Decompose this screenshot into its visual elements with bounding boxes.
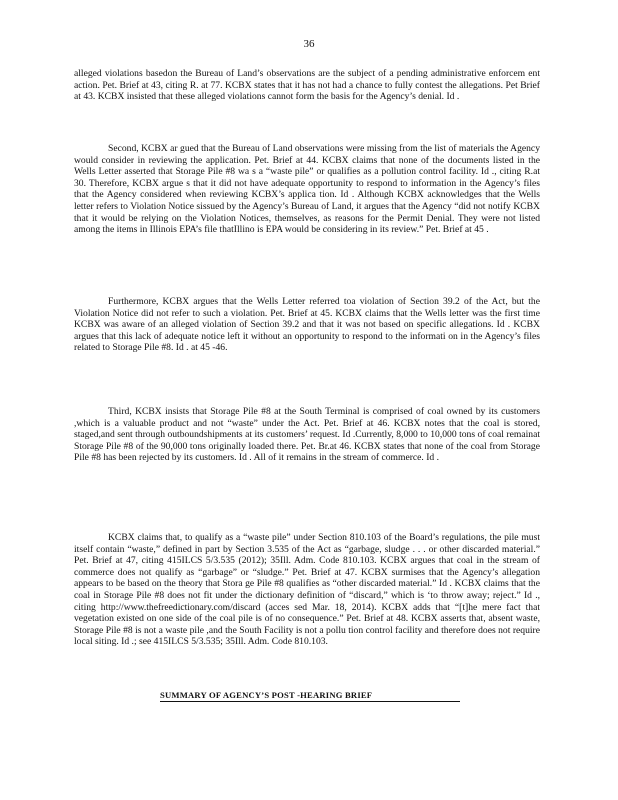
paragraph-4: [74, 406, 540, 464]
paragraph-text: KCBX claims that, to qualify as a “waste pile” under Section 810.103 of the Board’s regulations, the pile must itself contain “waste,” defined in part by Section 3.535 of the Act as “garbage, sludge . . . or other discarded material.” Pet. Brief at 47, citing 415ILCS 5/3.535 (2012); 35Ill. Adm. Code 810.103. KCBX argues that coal in the stream of commerce does not qualify as “garbage” or “sludge.” Pet. Brief at 47. KCBX surmises that the Agency’s allegation appears to be based on the theory that Stora ge Pile #8 qualifies as “other discarded material.” Id . KCBX claims that the coal in Storage Pile #8 does not fit under the dictionary definition of “discard,” which is ‘to throw away; reject.” Id ., citing http://www.thefreedictionary.com/discard (acces sed Mar. 18, 2014). KCBX adds that “[t]he mere fact that vegetation existed on one side of the coal pile is of no consequence.” Pet. Brief at 48. KCBX asserts that, absent waste, Storage Pile #8 is not a waste pile ,and the South Facility is not a pollu tion control facility and therefore does not require local siting. Id .; see 415ILCS 5/3.535; 35Ill. Adm. Code 810.103.: [74, 532, 540, 648]
paragraph-5: [74, 532, 540, 648]
paragraph-3: [74, 296, 540, 354]
paragraph-2: [74, 143, 540, 236]
section-heading-footer: SUMMARY OF AGENCY’S POST -HEARING BRIEF: [160, 690, 460, 702]
paragraph-1: [74, 68, 540, 103]
paragraph-text: Third, KCBX insists that Storage Pile #8 at the South Terminal is comprised of coal owned by its customers ,which is a valuable product and not “waste” under the Act. Pet. Brief at 46. KCBX notes that the coal is stored, staged,and sent through outboundshipments at its customers’ request. Id .Currently, 8,000 to 10,000 tons of coal remainat Storage Pile #8 of the 90,000 tons originally loaded there. Pet. Br.at 46. KCBX states that none of the coal from Storage Pile #8 has been rejected by its customers. Id . All of it remains in the stream of commerce. Id .: [74, 406, 540, 464]
paragraph-text: Second, KCBX ar gued that the Bureau of Land observations were missing from the list of materials the Agency would consider in reviewing the application. Pet. Brief at 44. KCBX claims that none of the documents listed in the Wells Letter asserted that Storage Pile #8 wa s a “waste pile” or qualifies as a pollution control facility. Id ., citing R.at 30. Therefore, KCBX argue s that it did not have adequate opportunity to respond to information in the Agency’s files that the Agency considered when reviewing KCBX’s applica tion. Id . Although KCBX acknowledges that the Wells letter refers to Violation Notice sissued by the Agency’s Bureau of Land, it argues that the Agency “did not notify KCBX that it would be relying on the Violation Notices, themselves, as reasons for the Permit Denial. They were not listed among the items in Illinois EPA’s file thatIllino is EPA would be considering in its review.” Pet. Brief at 45 .: [74, 143, 540, 236]
paragraph-text: Furthermore, KCBX argues that the Wells Letter referred toa violation of Section 39.2 of the Act, but the Violation Notice did not refer to such a violation. Pet. Brief at 45. KCBX claims that the Wells letter was the first time KCBX was aware of an alleged violation of Section 39.2 and that it was not based on specific allegations. Id . KCBX argues that this lack of adequate notice left it without an opportunity to respond to the informati on in the Agency’s files related to Storage Pile #8. Id . at 45 -46.: [74, 296, 540, 354]
paragraph-text: alleged violations basedon the Bureau of Land’s observations are the subject of a pending administrative enforcem ent action. Pet. Brief at 43, citing R. at 77. KCBX states that it has not had a chance to fully contest the allegations. Pet Brief at 43. KCBX insisted that these alleged violations cannot form the basis for the Agency’s denial. Id .: [74, 68, 540, 103]
page-number: 36: [303, 38, 315, 50]
